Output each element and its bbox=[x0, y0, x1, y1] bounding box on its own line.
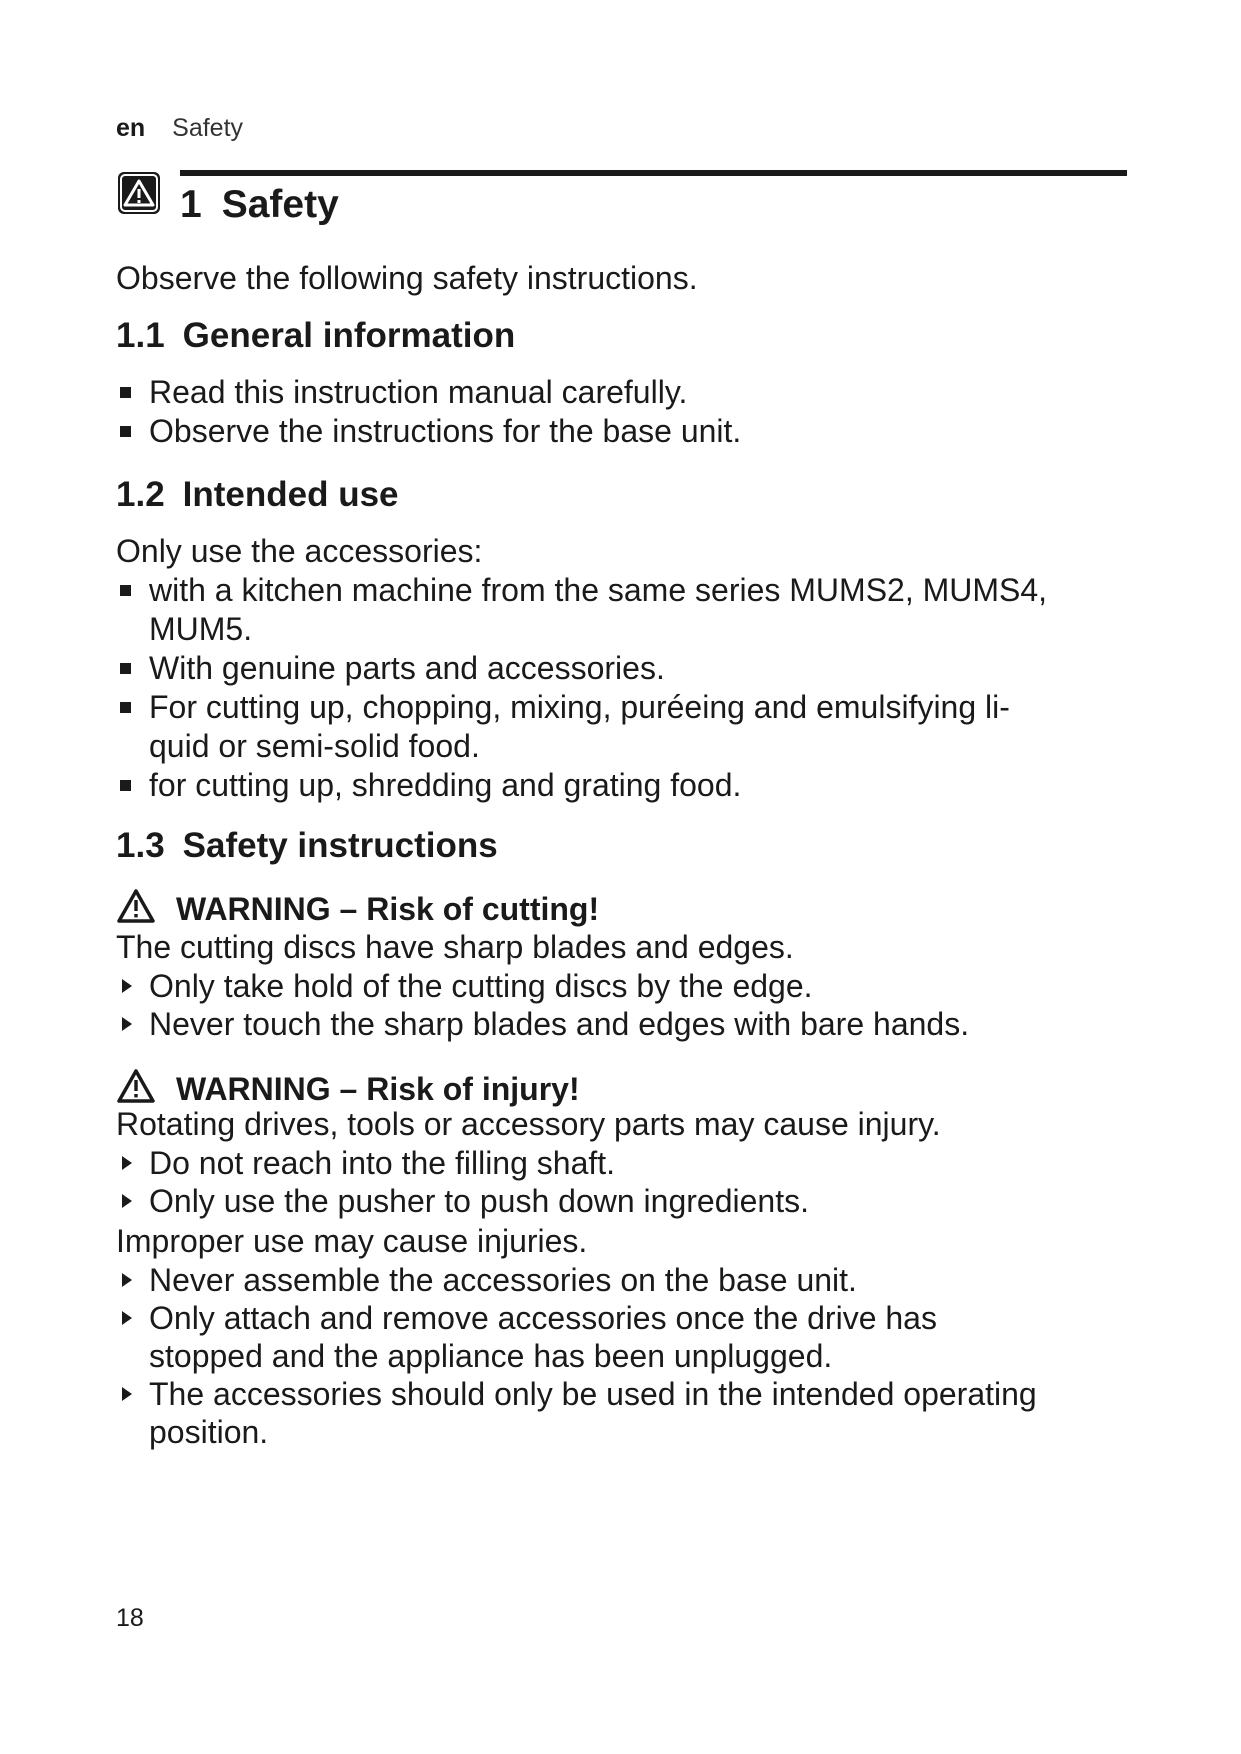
language-code: en bbox=[116, 114, 146, 142]
square-bullet-icon bbox=[120, 426, 131, 437]
square-bullet-icon bbox=[120, 663, 131, 674]
triangle-bullet-icon bbox=[122, 1156, 132, 1170]
triangle-bullet-icon bbox=[122, 1311, 132, 1325]
chapter-number: 1 bbox=[180, 183, 202, 226]
list-item: Never assemble the accessories on the base unit. bbox=[116, 1261, 1136, 1299]
warning-injury-list-1 bbox=[116, 1144, 1136, 1220]
list-item: Observe the instructions for the base unit. bbox=[116, 412, 1136, 451]
list-item: Only use the pusher to push down ingredients. bbox=[116, 1182, 1136, 1220]
list-item: for cutting up, shredding and grating food. bbox=[116, 766, 1136, 805]
triangle-bullet-icon bbox=[122, 1017, 132, 1031]
list-item: With genuine parts and accessories. bbox=[116, 649, 1136, 688]
warning-box-icon bbox=[116, 170, 162, 216]
page-number: 18 bbox=[116, 1604, 144, 1632]
square-bullet-icon bbox=[120, 387, 131, 398]
section-number: 1.1 bbox=[116, 316, 165, 355]
section-title: Safety instructions bbox=[182, 826, 498, 865]
list-item: Read this instruction manual carefully. bbox=[116, 373, 1136, 412]
warning-injury-text: Rotating drives, tools or accessory parts may cause injury. bbox=[116, 1106, 941, 1142]
list-item: The accessories should only be used in the intended operating position. bbox=[116, 1375, 1136, 1451]
list-item: Never touch the sharp blades and edges with bare hands. bbox=[116, 1005, 1136, 1043]
section-title: Intended use bbox=[182, 475, 399, 514]
square-bullet-icon bbox=[120, 780, 131, 791]
intended-use-list bbox=[116, 571, 1136, 805]
warning-injury-title: WARNING – Risk of injury! bbox=[116, 1068, 580, 1109]
list-item: Only attach and remove accessories once the drive has stopped and the appliance has been unplugged. bbox=[116, 1299, 1136, 1375]
warning-cutting-title: WARNING – Risk of cutting! bbox=[116, 888, 599, 929]
triangle-bullet-icon bbox=[122, 1194, 132, 1208]
section-number: 1.2 bbox=[116, 475, 165, 514]
square-bullet-icon bbox=[120, 702, 131, 713]
list-item: with a kitchen machine from the same series MUMS2, MUMS4, MUM5. bbox=[116, 571, 1136, 649]
chapter-rule bbox=[180, 170, 1127, 176]
intro-text: Observe the following safety instructions. bbox=[116, 260, 698, 296]
section-heading-general bbox=[116, 316, 515, 356]
triangle-bullet-icon bbox=[122, 1273, 132, 1287]
section-heading-safety-instructions bbox=[116, 826, 498, 866]
warning-cutting-list bbox=[116, 967, 1136, 1043]
triangle-bullet-icon bbox=[122, 1387, 132, 1401]
warning-injury-list-2 bbox=[116, 1261, 1136, 1451]
list-item: Only take hold of the cutting discs by the edge. bbox=[116, 967, 1136, 1005]
running-header-section: Safety bbox=[172, 114, 244, 142]
warning-cutting-text: The cutting discs have sharp blades and edges. bbox=[116, 929, 794, 965]
list-item: Do not reach into the filling shaft. bbox=[116, 1144, 1136, 1182]
triangle-bullet-icon bbox=[122, 979, 132, 993]
improper-use-text: Improper use may cause injuries. bbox=[116, 1223, 588, 1259]
general-list bbox=[116, 373, 1136, 451]
section-heading-intended-use bbox=[116, 475, 399, 515]
section-number: 1.3 bbox=[116, 826, 165, 865]
list-item: For cutting up, chopping, mixing, puréeing and emulsifying li- quid or semi-solid food. bbox=[116, 688, 1136, 766]
warning-triangle-icon bbox=[116, 888, 156, 924]
chapter-title bbox=[180, 183, 339, 227]
section-title: General information bbox=[182, 316, 516, 355]
warning-triangle-icon bbox=[116, 1068, 156, 1104]
intended-use-lead: Only use the accessories: bbox=[116, 533, 483, 569]
square-bullet-icon bbox=[120, 585, 131, 596]
chapter-title-text: Safety bbox=[221, 183, 339, 226]
running-header bbox=[116, 114, 243, 143]
